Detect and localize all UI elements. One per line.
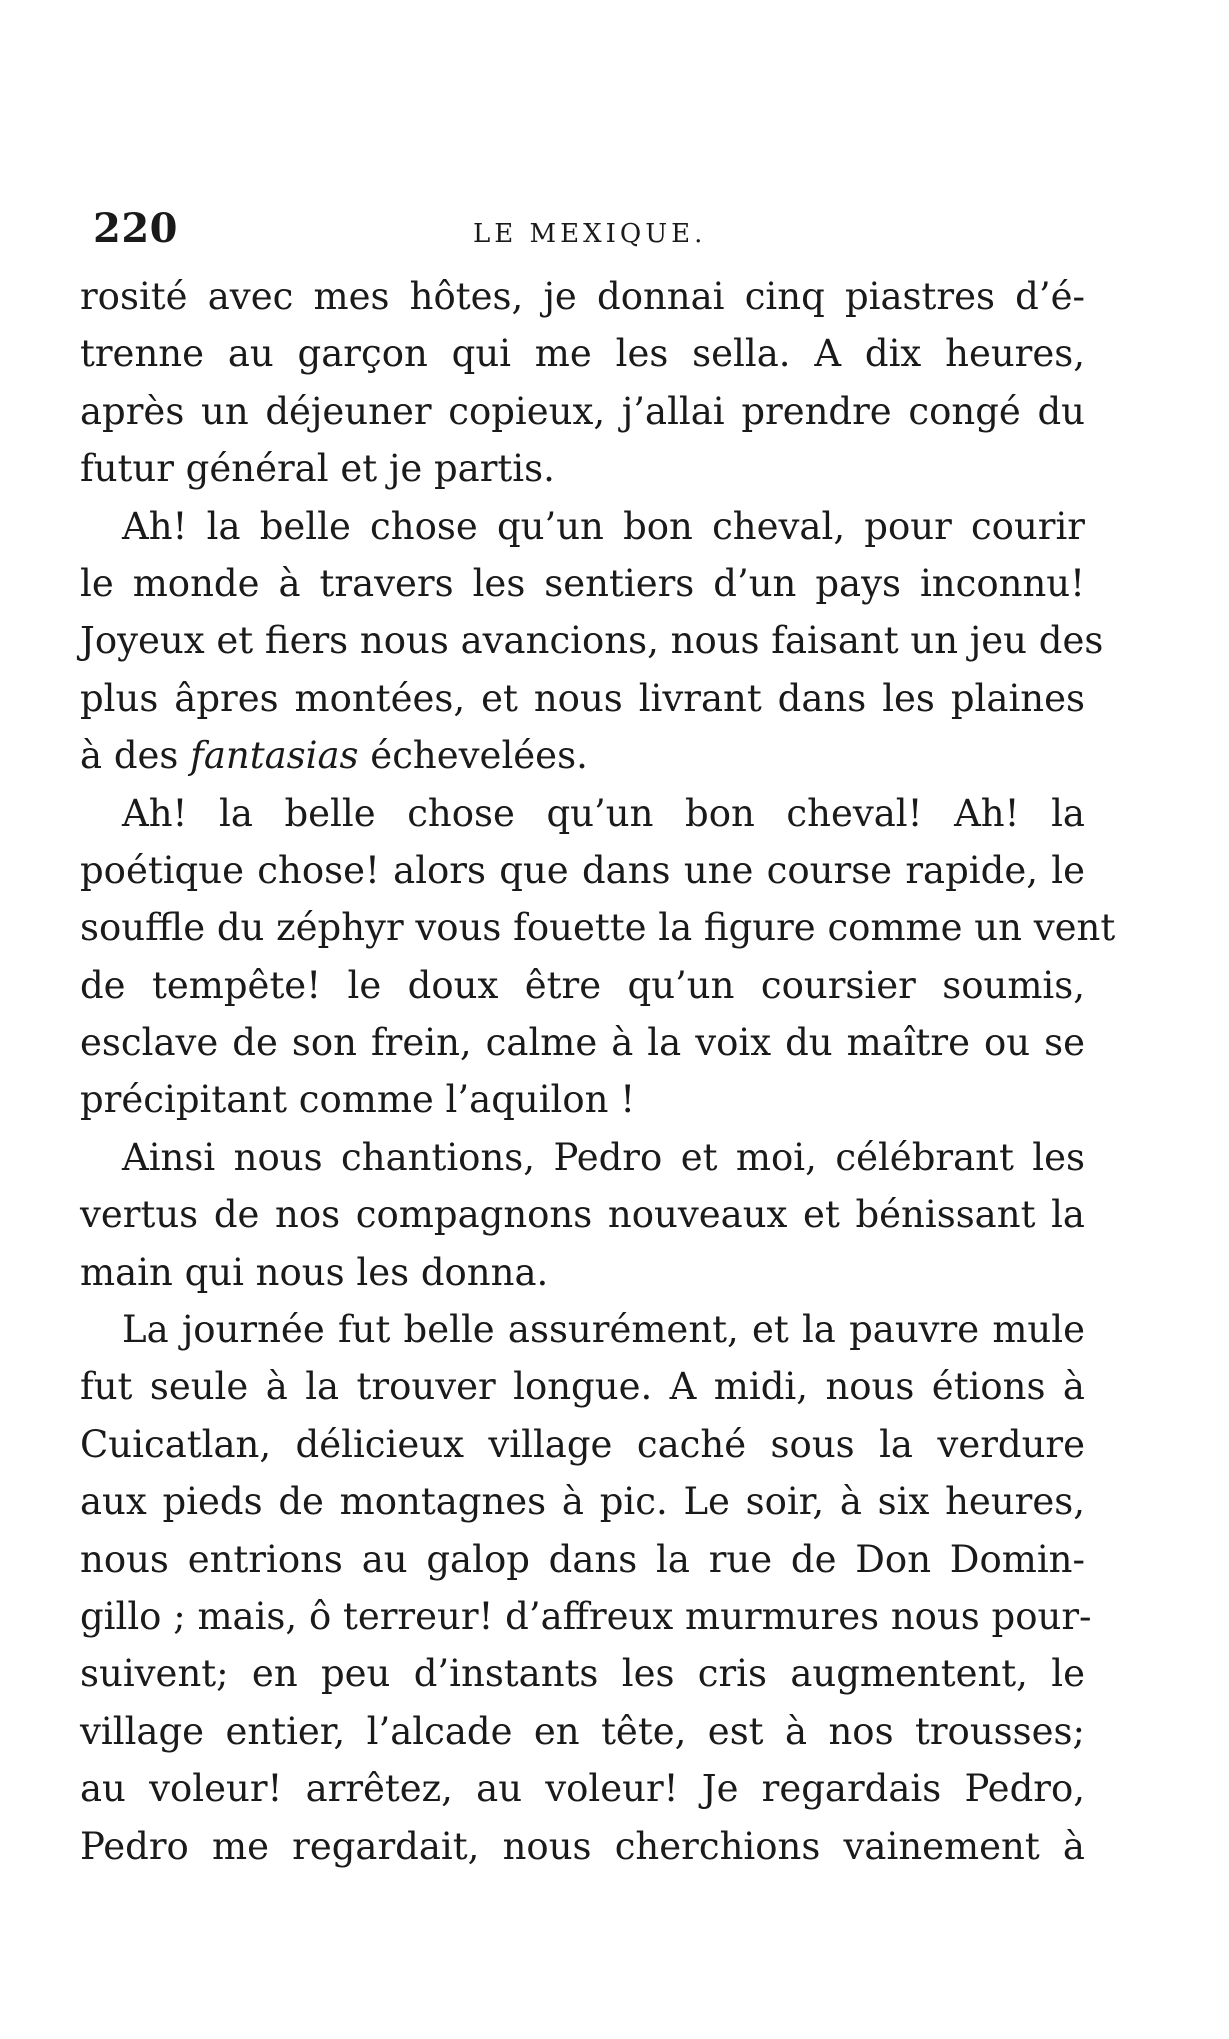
italic-word: fantasias (190, 734, 359, 778)
text-line: futur général et je partis. (80, 447, 555, 491)
body-text (80, 268, 1116, 1875)
text-line: Ainsi nous chantions, Pedro et moi, célébrant les (122, 1135, 1085, 1179)
text-line: rosité avec mes hôtes, je donnai cinq piastres d’é- (80, 275, 1085, 318)
text-line: poétique chose! alors que dans une course rapide, le (80, 848, 1085, 892)
text-line: Ah! la belle chose qu’un bon cheval! Ah! la (122, 791, 1085, 835)
text-line: souffle du zéphyr vous fouette la figure comme un vent (80, 906, 1116, 950)
text-line: vertus de nos compagnons nouveaux et bénissant la (80, 1193, 1085, 1237)
text-fragment: à des (80, 734, 191, 778)
text-line: aux pieds de montagnes à pic. Le soir, à six heures, (80, 1480, 1085, 1524)
text-line: au voleur! arrêtez, au voleur! Je regardais Pedro, (80, 1767, 1085, 1811)
text-line: fut seule à la trouver longue. A midi, nous étions à (80, 1365, 1085, 1409)
page-number: 220 (93, 205, 178, 252)
text-line: trenne au garçon qui me les sella. A dix heures, (80, 332, 1085, 376)
text-line: le monde à travers les sentiers d’un pays inconnu! (80, 561, 1085, 605)
text-line: main qui nous les donna. (80, 1250, 549, 1294)
text-line: Joyeux et fiers nous avancions, nous faisant un jeu des (80, 619, 1104, 663)
text-line: esclave de son frein, calme à la voix du maître ou se (80, 1021, 1085, 1065)
text-line: plus âpres montées, et nous livrant dans les plaines (80, 676, 1085, 720)
text-fragment: échevelées. (358, 734, 588, 778)
text-line: La journée fut belle assurément, et la pauvre mule (122, 1308, 1085, 1352)
text-line: gillo ; mais, ô terreur! d’affreux murmures nous pour- (80, 1594, 1092, 1638)
text-line: nous entrions au galop dans la rue de Don Domin- (80, 1537, 1085, 1581)
running-title: LE MEXIQUE. (473, 219, 707, 249)
text-line (80, 727, 1085, 784)
text-line: Pedro me regardait, nous cherchions vainement à (80, 1824, 1085, 1868)
text-line: Ah! la belle chose qu’un bon cheval, pour courir (122, 504, 1085, 548)
text-line: précipitant comme l’aquilon ! (80, 1078, 636, 1122)
text-line: suivent; en peu d’instants les cris augmentent, le (80, 1652, 1085, 1696)
text-line: village entier, l’alcade en tête, est à nos trousses; (80, 1709, 1085, 1753)
page-header (93, 205, 1083, 265)
text-line: Cuicatlan, délicieux village caché sous la verdure (80, 1422, 1085, 1466)
text-line: après un déjeuner copieux, j’allai prendre congé du (80, 389, 1085, 433)
text-line: de tempête! le doux être qu’un coursier soumis, (80, 963, 1085, 1007)
